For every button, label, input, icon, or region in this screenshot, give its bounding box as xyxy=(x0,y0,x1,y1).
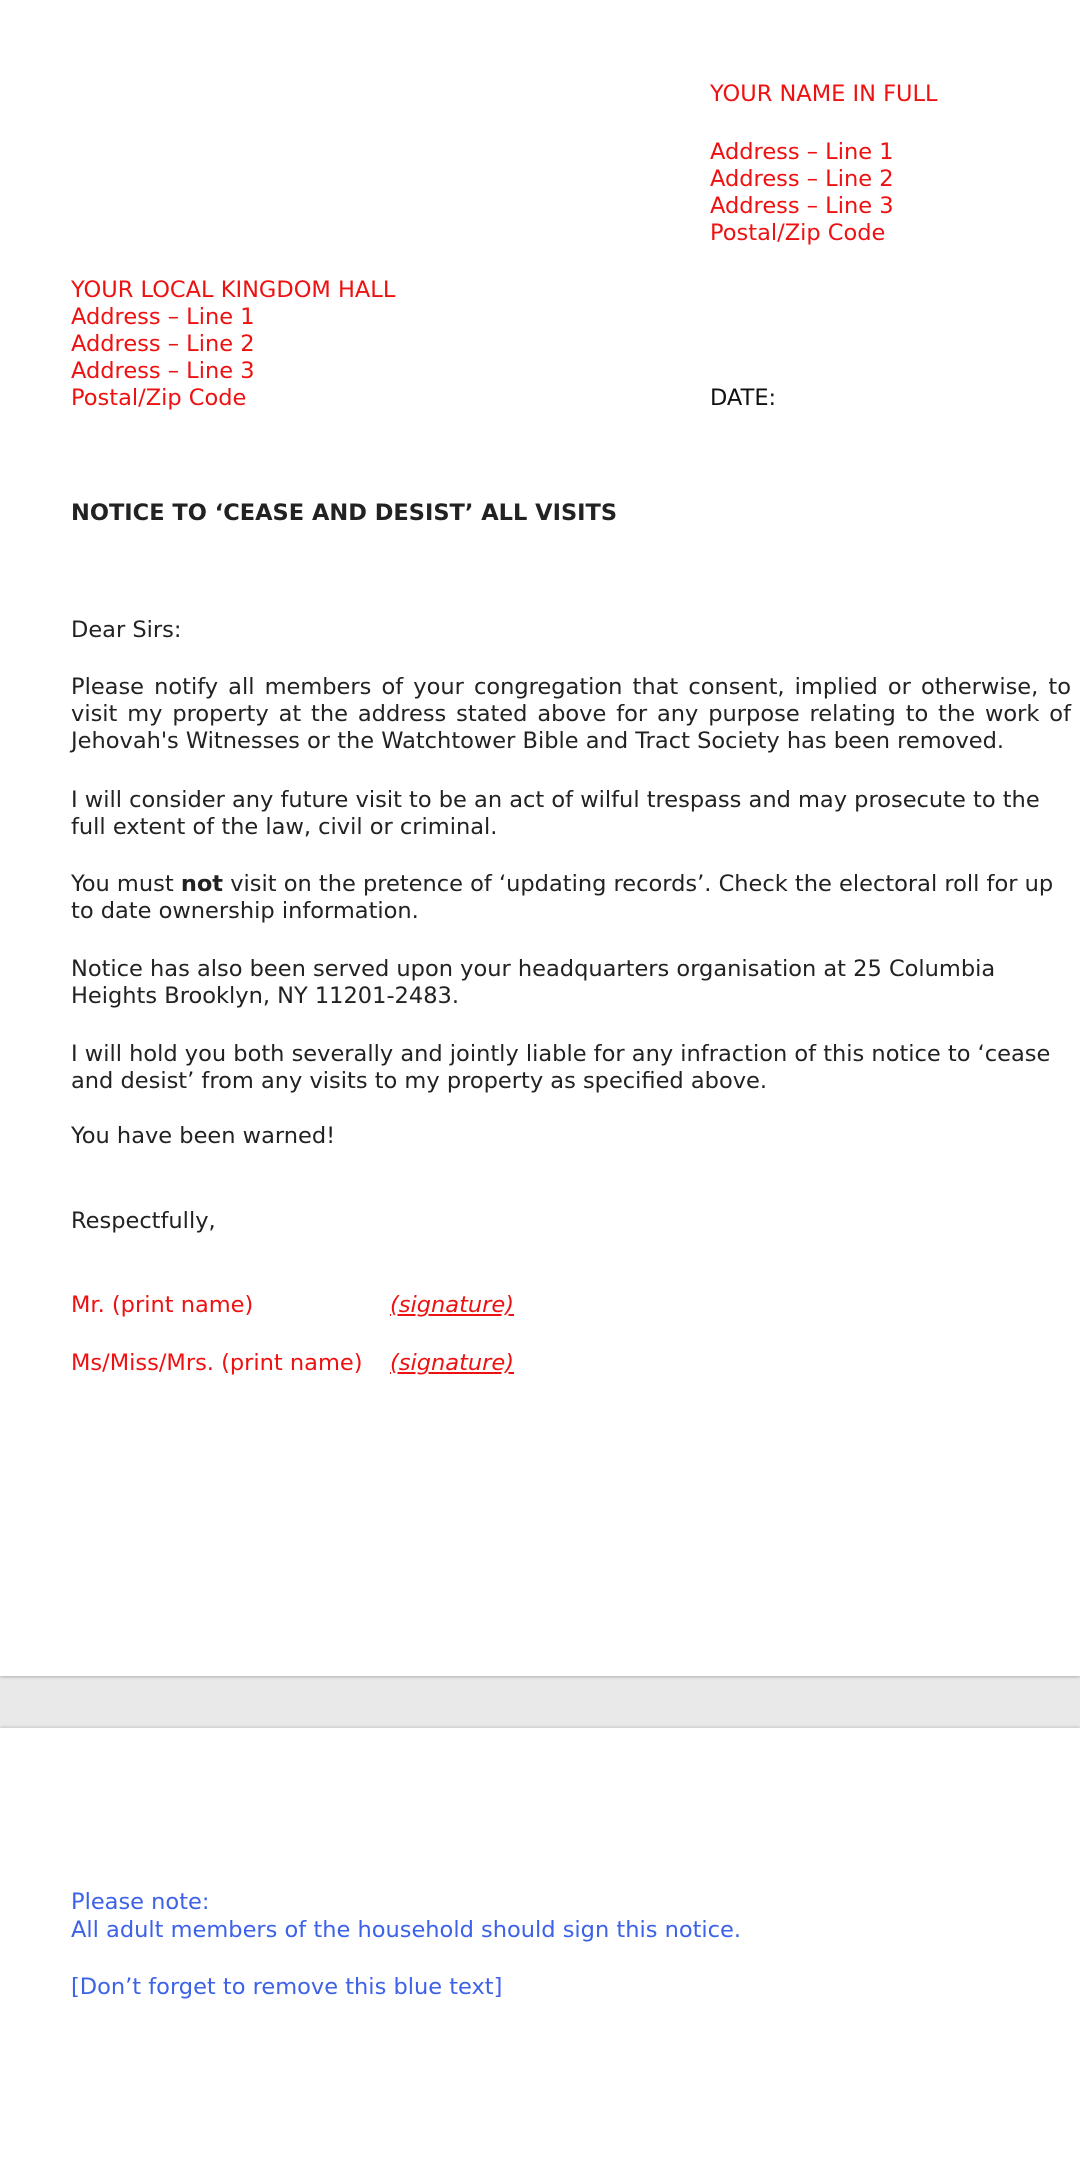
paragraph-text: visit on the pretence of ‘updating records’. Check the electoral roll for up to date ownership information. xyxy=(71,871,1054,924)
recipient-address-line-3: Address – Line 3 xyxy=(71,358,255,384)
signature-placeholder-mr: (signature) xyxy=(390,1292,515,1318)
signature-name-label-mr: Mr. (print name) xyxy=(71,1292,254,1318)
recipient-name: YOUR LOCAL KINGDOM HALL xyxy=(71,277,396,303)
recipient-postal-code: Postal/Zip Code xyxy=(71,385,247,411)
recipient-address-line-2: Address – Line 2 xyxy=(71,331,255,357)
sender-address-line-2: Address – Line 2 xyxy=(710,166,894,192)
note-heading: Please note: xyxy=(71,1889,210,1915)
signature-name-label-ms: Ms/Miss/Mrs. (print name) xyxy=(71,1350,363,1376)
note-remove-reminder: [Don’t forget to remove this blue text] xyxy=(71,1974,503,2000)
paragraph-consent-removed: Please notify all members of your congregation that consent, implied or otherwise, to visit my property at the address stated above for any purpose relating to the work of Jehovah's Witnesses or the Watchtower Bible and Tract Society has been removed. xyxy=(71,674,1071,754)
recipient-address-line-1: Address – Line 1 xyxy=(71,304,255,330)
paragraph-trespass: I will consider any future visit to be an act of wilful trespass and may prosecute to the full extent of the law, civil or criminal. xyxy=(71,787,1040,840)
subject-heading: NOTICE TO ‘CEASE AND DESIST’ ALL VISITS xyxy=(71,500,618,526)
sender-postal-code: Postal/Zip Code xyxy=(710,220,886,246)
paragraph-liability: I will hold you both severally and jointly liable for any infraction of this notice to ‘cease and desist’ from any visits to my property as specified above. xyxy=(71,1041,1051,1094)
sender-address-line-1: Address – Line 1 xyxy=(710,139,894,165)
note-signing-instruction: All adult members of the household should sign this notice. xyxy=(71,1917,742,1943)
sender-name: YOUR NAME IN FULL xyxy=(710,81,938,107)
paragraph-headquarters: Notice has also been served upon your headquarters organisation at 25 Columbia Heights Brooklyn, NY 11201-2483. xyxy=(71,956,996,1009)
document-page-2 xyxy=(0,1728,1080,2160)
salutation: Dear Sirs: xyxy=(71,617,182,643)
date-label: DATE: xyxy=(710,385,777,411)
paragraph-text: You must xyxy=(71,871,181,897)
paragraph-warning: You have been warned! xyxy=(71,1123,336,1149)
emphasis-not: not xyxy=(180,871,224,897)
closing: Respectfully, xyxy=(71,1208,216,1234)
paragraph-updating-records xyxy=(71,871,1071,925)
sender-address-line-3: Address – Line 3 xyxy=(710,193,894,219)
signature-placeholder-ms: (signature) xyxy=(390,1350,515,1376)
